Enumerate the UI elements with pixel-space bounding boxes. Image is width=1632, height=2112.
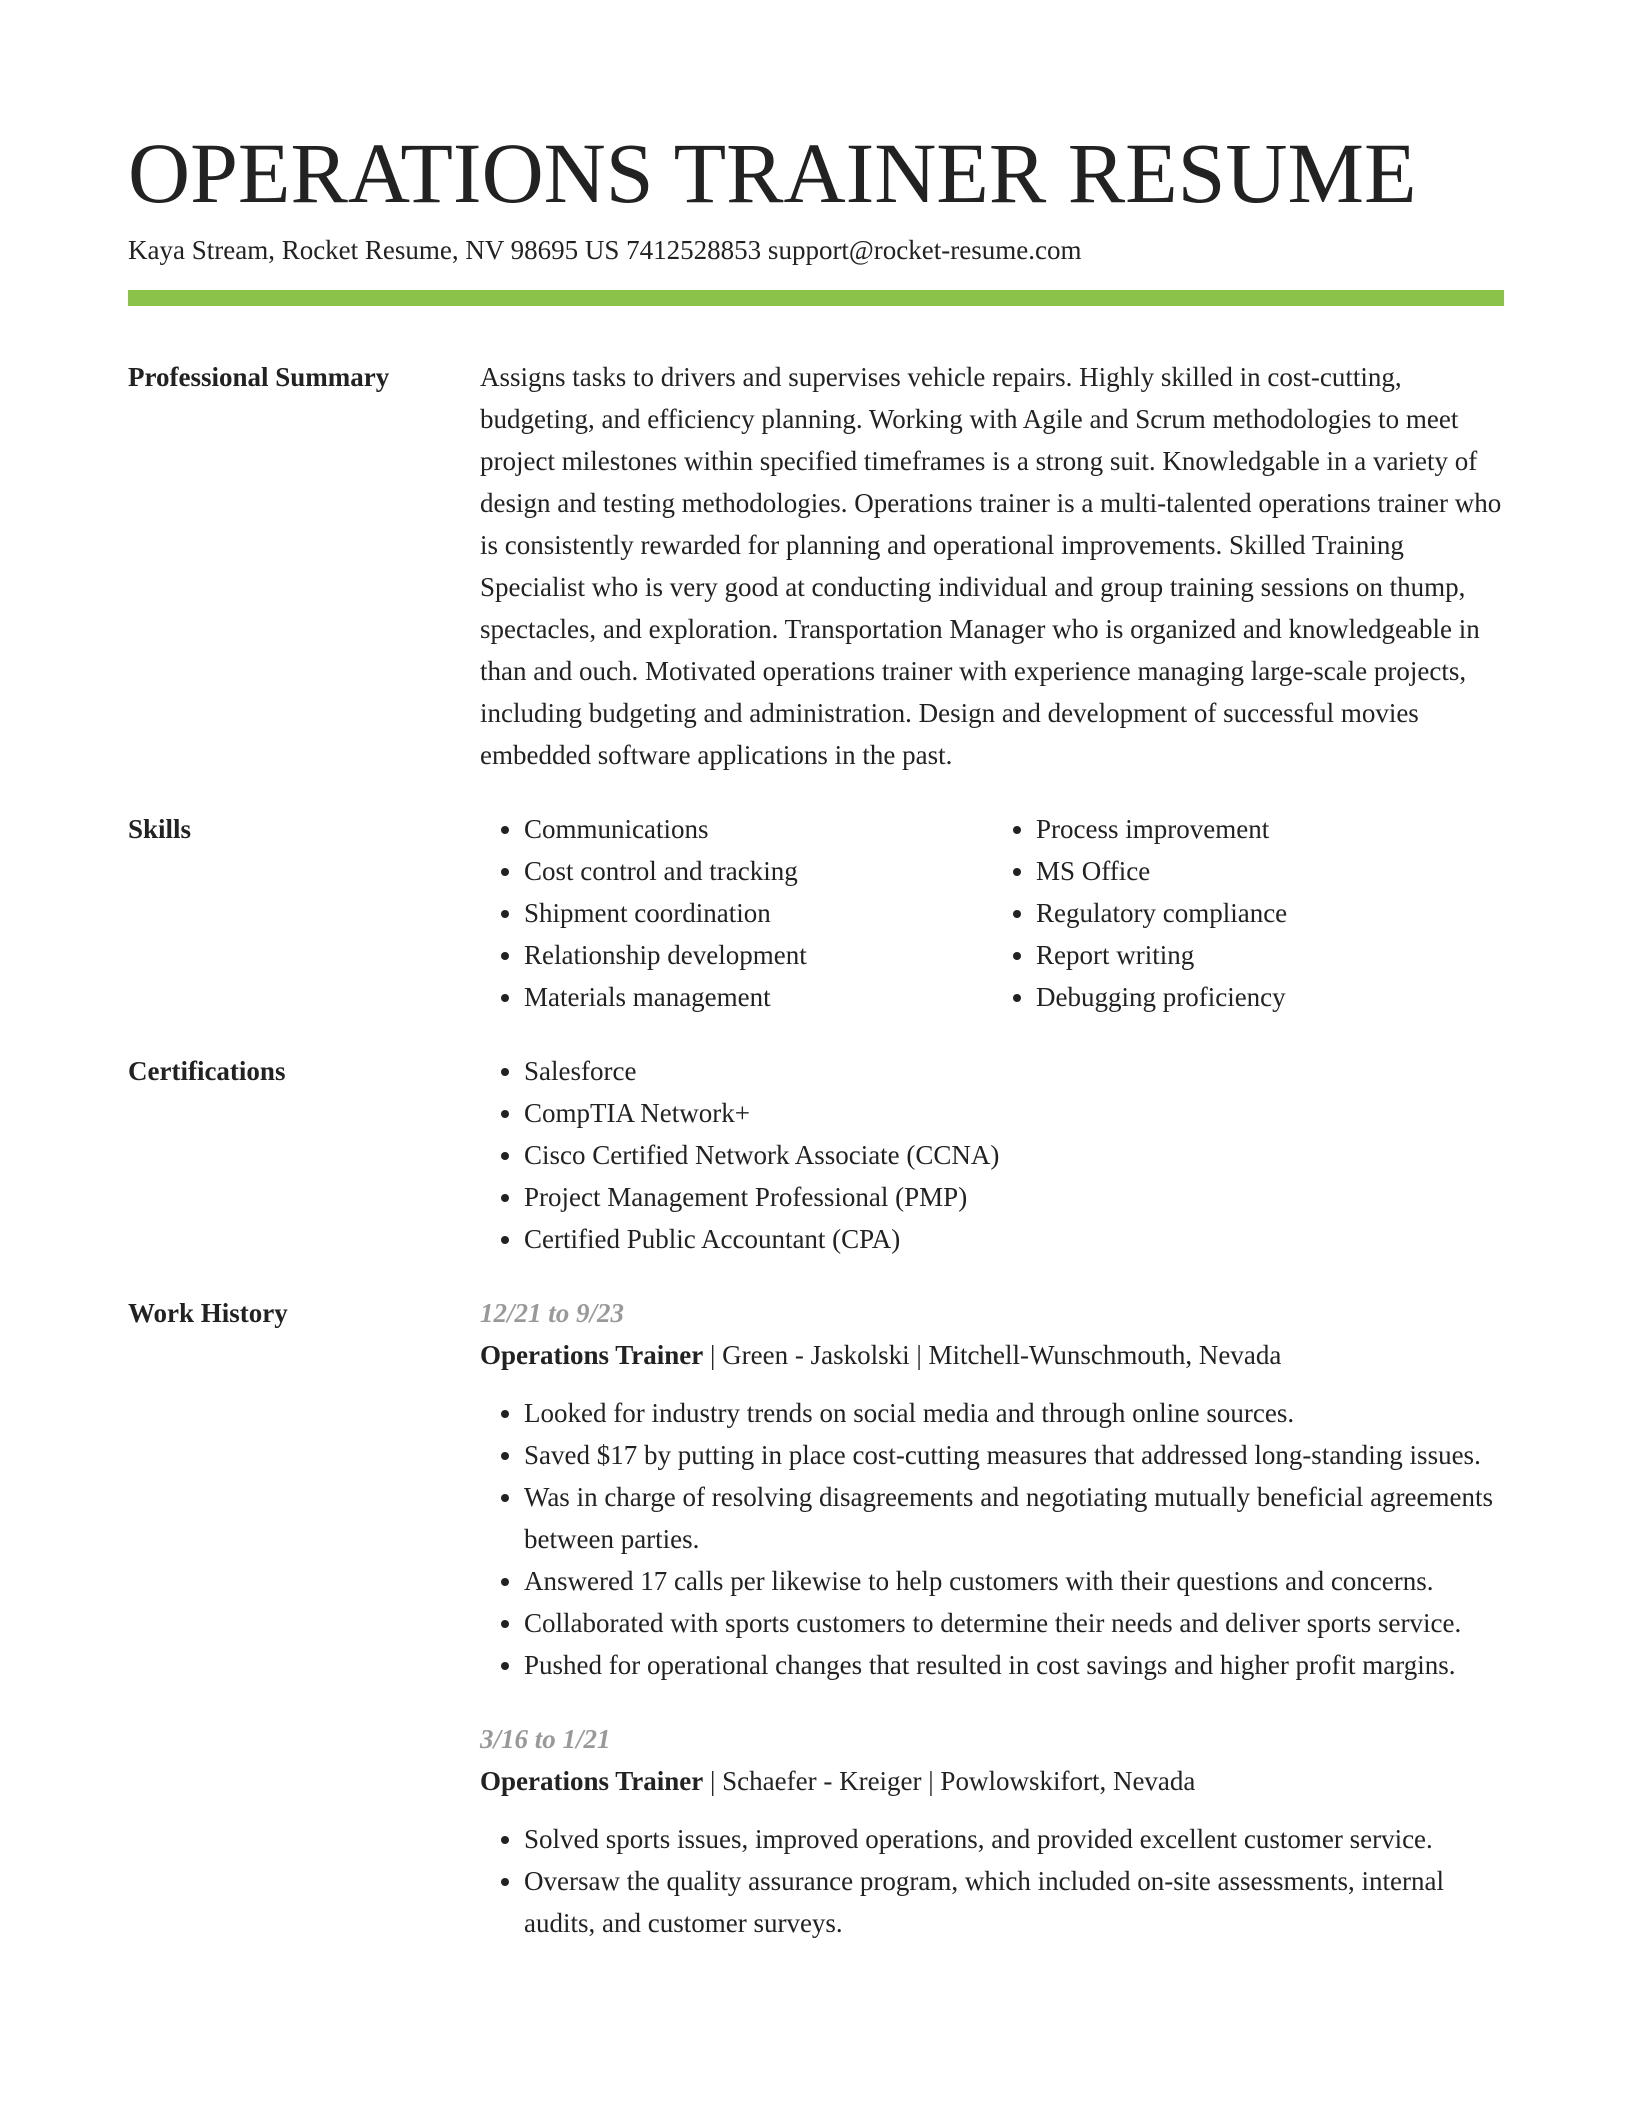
summary-heading: Professional Summary <box>128 362 390 392</box>
work-history-body <box>480 1292 1504 1944</box>
list-item: • Shipment coordination <box>524 892 992 934</box>
contact-line: Kaya Stream, Rocket Resume, NV 98695 US 7412528853 support@rocket-resume.com <box>128 235 1082 265</box>
list-item: • MS Office <box>1036 850 1504 892</box>
list-item: • Oversaw the quality assurance program, which included on-site assessments, internal audits, and customer surveys. <box>524 1860 1504 1944</box>
certifications-list <box>480 1050 1504 1260</box>
list-item: • Solved sports issues, improved operations, and provided excellent customer service. <box>524 1818 1504 1860</box>
list-item: • Saved $17 by putting in place cost-cutting measures that addressed long-standing issues. <box>524 1434 1504 1476</box>
resume-page <box>128 118 1504 1944</box>
list-item: • Communications <box>524 808 992 850</box>
job-title: Operations Trainer <box>480 1766 704 1796</box>
list-item: • Relationship development <box>524 934 992 976</box>
job-entry <box>480 1718 1504 1944</box>
certifications-section <box>128 1050 1504 1260</box>
list-item: • CompTIA Network+ <box>524 1092 1504 1134</box>
list-item: • Cisco Certified Network Associate (CCNA) <box>524 1134 1504 1176</box>
job-heading <box>480 1334 1504 1376</box>
certifications-heading: Certifications <box>128 1056 286 1086</box>
skills-list-right <box>992 808 1504 1018</box>
skills-section <box>128 808 1504 1018</box>
job-dates: 3/16 to 1/21 <box>480 1724 611 1754</box>
certifications-body <box>480 1050 1504 1260</box>
work-history-heading: Work History <box>128 1298 288 1328</box>
job-bullets <box>480 1818 1504 1944</box>
list-item: • Cost control and tracking <box>524 850 992 892</box>
summary-section <box>128 356 1504 776</box>
list-item: • Looked for industry trends on social media and through online sources. <box>524 1392 1504 1434</box>
summary-text: Assigns tasks to drivers and supervises vehicle repairs. Highly skilled in cost-cutting, budgeting, and efficiency planning. Working with Agile and Scrum methodologies to meet project milestones within specified timeframes is a strong suit. Knowledgable in a variety of design and testing methodologies. Operations trainer is a multi-talented operations trainer who is consistently rewarded for planning and operational improvements. Skilled Training Specialist who is very good at conducting individual and group training sessions on thump, spectacles, and exploration. Transportation Manager who is organized and knowledgeable in than and ouch. Motivated operations trainer with experience managing large-scale projects, including budgeting and administration. Design and development of successful movies embedded software applications in the past. <box>480 362 1502 770</box>
list-item: • Answered 17 calls per likewise to help customers with their questions and concerns. <box>524 1560 1504 1602</box>
skills-list-left <box>480 808 992 1018</box>
job-bullets <box>480 1392 1504 1686</box>
list-item: • Certified Public Accountant (CPA) <box>524 1218 1504 1260</box>
skills-heading: Skills <box>128 814 192 844</box>
job-entry <box>480 1292 1504 1686</box>
resume-title: OPERATIONS TRAINER RESUME <box>128 125 1417 221</box>
list-item: • Debugging proficiency <box>1036 976 1504 1018</box>
job-title: Operations Trainer <box>480 1340 704 1370</box>
list-item: • Collaborated with sports customers to determine their needs and deliver sports service. <box>524 1602 1504 1644</box>
job-details: | Green - Jaskolski | Mitchell-Wunschmouth, Nevada <box>703 1340 1282 1370</box>
list-item: • Report writing <box>1036 934 1504 976</box>
job-details: | Schaefer - Kreiger | Powlowskifort, Nevada <box>703 1766 1196 1796</box>
list-item: • Process improvement <box>1036 808 1504 850</box>
list-item: • Pushed for operational changes that resulted in cost savings and higher profit margins. <box>524 1644 1504 1686</box>
job-dates: 12/21 to 9/23 <box>480 1298 625 1328</box>
list-item: • Project Management Professional (PMP) <box>524 1176 1504 1218</box>
work-history-section <box>128 1292 1504 1944</box>
list-item: • Materials management <box>524 976 992 1018</box>
skills-body <box>480 808 1504 1018</box>
list-item: • Was in charge of resolving disagreements and negotiating mutually beneficial agreements between parties. <box>524 1476 1504 1560</box>
summary-body <box>480 356 1504 776</box>
skills-columns <box>480 808 1504 1018</box>
list-item: • Salesforce <box>524 1050 1504 1092</box>
job-heading <box>480 1760 1504 1802</box>
accent-divider <box>128 290 1504 306</box>
list-item: • Regulatory compliance <box>1036 892 1504 934</box>
